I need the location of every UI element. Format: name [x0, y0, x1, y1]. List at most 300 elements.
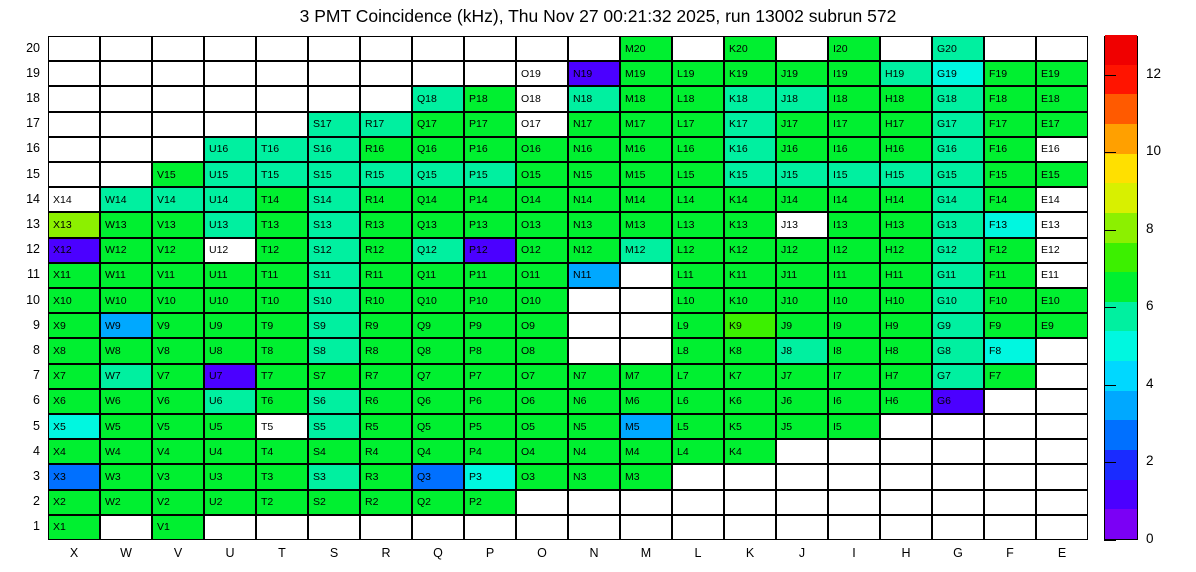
heatmap-cell[interactable] [48, 439, 100, 464]
heatmap-cell[interactable] [100, 238, 152, 263]
heatmap-cell[interactable] [152, 212, 204, 237]
heatmap-cell[interactable] [412, 263, 464, 288]
heatmap-cell[interactable] [360, 338, 412, 363]
heatmap-cell[interactable] [620, 187, 672, 212]
heatmap-cell[interactable] [360, 389, 412, 414]
heatmap-cell[interactable] [984, 288, 1036, 313]
heatmap-cell[interactable] [1036, 86, 1088, 111]
heatmap-cell[interactable] [880, 61, 932, 86]
heatmap-cell[interactable] [412, 112, 464, 137]
heatmap-cell[interactable] [984, 61, 1036, 86]
heatmap-cell[interactable] [256, 137, 308, 162]
heatmap-cell[interactable] [48, 187, 100, 212]
heatmap-cell[interactable] [1036, 112, 1088, 137]
heatmap-cell[interactable] [984, 263, 1036, 288]
heatmap-cell[interactable] [776, 212, 828, 237]
heatmap-cell[interactable] [880, 86, 932, 111]
heatmap-cell[interactable] [204, 313, 256, 338]
heatmap-cell[interactable] [568, 86, 620, 111]
heatmap-cell[interactable] [1036, 263, 1088, 288]
heatmap-cell[interactable] [828, 338, 880, 363]
heatmap-cell[interactable] [776, 86, 828, 111]
heatmap-cell[interactable] [568, 137, 620, 162]
heatmap-cell[interactable] [152, 389, 204, 414]
heatmap-cell[interactable] [464, 288, 516, 313]
heatmap-cell[interactable] [308, 464, 360, 489]
heatmap-cell[interactable] [516, 464, 568, 489]
heatmap-cell[interactable] [516, 61, 568, 86]
heatmap-cell[interactable] [932, 187, 984, 212]
heatmap-cell[interactable] [880, 313, 932, 338]
heatmap-cell[interactable] [152, 490, 204, 515]
heatmap-cell[interactable] [412, 414, 464, 439]
heatmap-cell[interactable] [672, 238, 724, 263]
heatmap-cell[interactable] [48, 263, 100, 288]
heatmap-cell[interactable] [880, 238, 932, 263]
heatmap-cell[interactable] [256, 313, 308, 338]
heatmap-cell[interactable] [828, 364, 880, 389]
heatmap-cell[interactable] [204, 288, 256, 313]
heatmap-cell[interactable] [984, 212, 1036, 237]
heatmap-cell[interactable] [1036, 238, 1088, 263]
heatmap-cell[interactable] [724, 36, 776, 61]
heatmap-cell[interactable] [724, 86, 776, 111]
heatmap-cell[interactable] [152, 338, 204, 363]
heatmap-cell[interactable] [308, 490, 360, 515]
heatmap-cell[interactable] [204, 238, 256, 263]
heatmap-cell[interactable] [360, 238, 412, 263]
heatmap-cell[interactable] [776, 61, 828, 86]
heatmap-cell[interactable] [932, 364, 984, 389]
heatmap-cell[interactable] [256, 288, 308, 313]
heatmap-cell[interactable] [308, 414, 360, 439]
heatmap-cell[interactable] [360, 313, 412, 338]
heatmap-cell[interactable] [100, 263, 152, 288]
heatmap-cell[interactable] [828, 212, 880, 237]
heatmap-cell[interactable] [932, 389, 984, 414]
heatmap-cell[interactable] [516, 238, 568, 263]
heatmap-cell[interactable] [1036, 313, 1088, 338]
heatmap-cell[interactable] [776, 364, 828, 389]
heatmap-cell[interactable] [516, 414, 568, 439]
heatmap-cell[interactable] [880, 263, 932, 288]
heatmap-cell[interactable] [360, 364, 412, 389]
heatmap-cell[interactable] [360, 263, 412, 288]
heatmap-cell[interactable] [256, 364, 308, 389]
heatmap-cell[interactable] [1036, 187, 1088, 212]
heatmap-cell[interactable] [724, 439, 776, 464]
heatmap-cell[interactable] [256, 439, 308, 464]
heatmap-cell[interactable] [308, 212, 360, 237]
heatmap-cell[interactable] [464, 364, 516, 389]
heatmap-cell[interactable] [724, 313, 776, 338]
heatmap-cell[interactable] [932, 36, 984, 61]
heatmap-cell[interactable] [48, 464, 100, 489]
heatmap-cell[interactable] [412, 238, 464, 263]
heatmap-cell[interactable] [620, 137, 672, 162]
heatmap-cell[interactable] [984, 187, 1036, 212]
heatmap-cell[interactable] [880, 112, 932, 137]
heatmap-cell[interactable] [48, 515, 100, 540]
heatmap-cell[interactable] [152, 439, 204, 464]
heatmap-cell[interactable] [100, 414, 152, 439]
heatmap-cell[interactable] [880, 137, 932, 162]
heatmap-cell[interactable] [204, 464, 256, 489]
heatmap-cell[interactable] [204, 490, 256, 515]
heatmap-cell[interactable] [776, 313, 828, 338]
heatmap-cell[interactable] [308, 162, 360, 187]
heatmap-cell[interactable] [464, 263, 516, 288]
heatmap-cell[interactable] [360, 137, 412, 162]
heatmap-cell[interactable] [308, 137, 360, 162]
heatmap-cell[interactable] [464, 464, 516, 489]
heatmap-cell[interactable] [256, 414, 308, 439]
heatmap-cell[interactable] [100, 464, 152, 489]
heatmap-cell[interactable] [360, 288, 412, 313]
heatmap-cell[interactable] [204, 137, 256, 162]
heatmap-cell[interactable] [724, 137, 776, 162]
heatmap-cell[interactable] [932, 238, 984, 263]
heatmap-cell[interactable] [308, 288, 360, 313]
heatmap-cell[interactable] [464, 112, 516, 137]
heatmap-cell[interactable] [724, 389, 776, 414]
heatmap-cell[interactable] [464, 439, 516, 464]
heatmap-cell[interactable] [152, 364, 204, 389]
heatmap-cell[interactable] [256, 187, 308, 212]
heatmap-cell[interactable] [620, 364, 672, 389]
heatmap-cell[interactable] [464, 86, 516, 111]
heatmap-cell[interactable] [828, 187, 880, 212]
heatmap-cell[interactable] [828, 36, 880, 61]
heatmap-cell[interactable] [620, 61, 672, 86]
heatmap-cell[interactable] [152, 162, 204, 187]
heatmap-cell[interactable] [724, 338, 776, 363]
heatmap-cell[interactable] [412, 137, 464, 162]
heatmap-cell[interactable] [776, 414, 828, 439]
heatmap-cell[interactable] [360, 439, 412, 464]
heatmap-cell[interactable] [724, 61, 776, 86]
heatmap-cell[interactable] [932, 338, 984, 363]
heatmap-cell[interactable] [776, 162, 828, 187]
heatmap-cell[interactable] [100, 288, 152, 313]
heatmap-cell[interactable] [880, 338, 932, 363]
heatmap-cell[interactable] [308, 238, 360, 263]
heatmap-cell[interactable] [984, 313, 1036, 338]
heatmap-cell[interactable] [412, 162, 464, 187]
heatmap-cell[interactable] [672, 162, 724, 187]
heatmap-cell[interactable] [100, 389, 152, 414]
heatmap-cell[interactable] [828, 61, 880, 86]
heatmap-cell[interactable] [932, 212, 984, 237]
heatmap-cell[interactable] [464, 187, 516, 212]
heatmap-cell[interactable] [360, 112, 412, 137]
heatmap-cell[interactable] [464, 338, 516, 363]
heatmap-cell[interactable] [880, 389, 932, 414]
heatmap-cell[interactable] [672, 86, 724, 111]
heatmap-cell[interactable] [620, 112, 672, 137]
heatmap-cell[interactable] [256, 212, 308, 237]
heatmap-cell[interactable] [412, 212, 464, 237]
heatmap-cell[interactable] [776, 263, 828, 288]
heatmap-cell[interactable] [828, 137, 880, 162]
heatmap-cell[interactable] [984, 137, 1036, 162]
heatmap-cell[interactable] [828, 238, 880, 263]
heatmap-cell[interactable] [776, 389, 828, 414]
heatmap-cell[interactable] [984, 112, 1036, 137]
heatmap-cell[interactable] [412, 389, 464, 414]
heatmap-cell[interactable] [776, 112, 828, 137]
heatmap-cell[interactable] [204, 263, 256, 288]
heatmap-cell[interactable] [672, 313, 724, 338]
heatmap-cell[interactable] [100, 364, 152, 389]
heatmap-cell[interactable] [984, 86, 1036, 111]
heatmap-cell[interactable] [204, 162, 256, 187]
heatmap-cell[interactable] [932, 86, 984, 111]
heatmap-cell[interactable] [308, 187, 360, 212]
heatmap-cell[interactable] [516, 389, 568, 414]
heatmap-cell[interactable] [568, 414, 620, 439]
heatmap-cell[interactable] [672, 212, 724, 237]
heatmap-cell[interactable] [724, 162, 776, 187]
heatmap-cell[interactable] [776, 137, 828, 162]
heatmap-cell[interactable] [412, 313, 464, 338]
heatmap-cell[interactable] [412, 187, 464, 212]
heatmap-cell[interactable] [152, 187, 204, 212]
heatmap-cell[interactable] [516, 313, 568, 338]
heatmap-cell[interactable] [724, 364, 776, 389]
heatmap-cell[interactable] [568, 187, 620, 212]
heatmap-cell[interactable] [516, 187, 568, 212]
heatmap-cell[interactable] [776, 288, 828, 313]
heatmap-cell[interactable] [464, 313, 516, 338]
heatmap-cell[interactable] [932, 162, 984, 187]
heatmap-cell[interactable] [724, 187, 776, 212]
heatmap-cell[interactable] [152, 288, 204, 313]
heatmap-cell[interactable] [724, 288, 776, 313]
heatmap-cell[interactable] [932, 112, 984, 137]
heatmap-cell[interactable] [568, 162, 620, 187]
heatmap-cell[interactable] [204, 414, 256, 439]
heatmap-cell[interactable] [360, 212, 412, 237]
heatmap-cell[interactable] [100, 212, 152, 237]
heatmap-cell[interactable] [48, 212, 100, 237]
heatmap-cell[interactable] [984, 364, 1036, 389]
heatmap-cell[interactable] [256, 338, 308, 363]
heatmap-cell[interactable] [412, 288, 464, 313]
heatmap-cell[interactable] [360, 490, 412, 515]
heatmap-cell[interactable] [568, 389, 620, 414]
heatmap-cell[interactable] [100, 313, 152, 338]
heatmap-cell[interactable] [932, 288, 984, 313]
heatmap-cell[interactable] [620, 389, 672, 414]
heatmap-cell[interactable] [360, 162, 412, 187]
heatmap-cell[interactable] [48, 364, 100, 389]
heatmap-cell[interactable] [464, 212, 516, 237]
heatmap-cell[interactable] [672, 439, 724, 464]
heatmap-cell[interactable] [776, 338, 828, 363]
heatmap-cell[interactable] [204, 212, 256, 237]
heatmap-cell[interactable] [516, 212, 568, 237]
heatmap-cell[interactable] [828, 263, 880, 288]
heatmap-cell[interactable] [880, 212, 932, 237]
heatmap-cell[interactable] [464, 414, 516, 439]
heatmap-cell[interactable] [48, 313, 100, 338]
heatmap-cell[interactable] [516, 439, 568, 464]
heatmap-cell[interactable] [464, 137, 516, 162]
heatmap-cell[interactable] [360, 414, 412, 439]
heatmap-cell[interactable] [204, 439, 256, 464]
heatmap-cell[interactable] [308, 439, 360, 464]
heatmap-cell[interactable] [256, 464, 308, 489]
heatmap-cell[interactable] [620, 86, 672, 111]
heatmap-cell[interactable] [48, 238, 100, 263]
heatmap-cell[interactable] [828, 414, 880, 439]
heatmap-cell[interactable] [568, 112, 620, 137]
heatmap-cell[interactable] [672, 338, 724, 363]
heatmap-cell[interactable] [516, 162, 568, 187]
heatmap-cell[interactable] [568, 238, 620, 263]
heatmap-cell[interactable] [308, 263, 360, 288]
heatmap-cell[interactable] [152, 515, 204, 540]
heatmap-cell[interactable] [620, 238, 672, 263]
heatmap-cell[interactable] [464, 238, 516, 263]
heatmap-cell[interactable] [152, 313, 204, 338]
heatmap-cell[interactable] [672, 288, 724, 313]
heatmap-cell[interactable] [568, 364, 620, 389]
heatmap-cell[interactable] [1036, 288, 1088, 313]
heatmap-cell[interactable] [828, 112, 880, 137]
heatmap-cell[interactable] [48, 389, 100, 414]
heatmap-cell[interactable] [672, 364, 724, 389]
heatmap-cell[interactable] [256, 389, 308, 414]
heatmap-cell[interactable] [256, 263, 308, 288]
heatmap-cell[interactable] [776, 187, 828, 212]
heatmap-cell[interactable] [516, 263, 568, 288]
heatmap-cell[interactable] [568, 212, 620, 237]
heatmap-cell[interactable] [100, 338, 152, 363]
heatmap-cell[interactable] [724, 238, 776, 263]
heatmap-cell[interactable] [568, 439, 620, 464]
heatmap-cell[interactable] [48, 288, 100, 313]
heatmap-cell[interactable] [204, 389, 256, 414]
heatmap-cell[interactable] [48, 414, 100, 439]
heatmap-cell[interactable] [100, 490, 152, 515]
heatmap-cell[interactable] [1036, 137, 1088, 162]
heatmap-cell[interactable] [152, 263, 204, 288]
heatmap-cell[interactable] [568, 61, 620, 86]
heatmap-cell[interactable] [1036, 61, 1088, 86]
heatmap-cell[interactable] [412, 338, 464, 363]
heatmap-cell[interactable] [880, 162, 932, 187]
heatmap-cell[interactable] [516, 338, 568, 363]
heatmap-cell[interactable] [100, 439, 152, 464]
heatmap-cell[interactable] [828, 389, 880, 414]
heatmap-cell[interactable] [672, 389, 724, 414]
heatmap-cell[interactable] [828, 288, 880, 313]
heatmap-cell[interactable] [724, 112, 776, 137]
heatmap-cell[interactable] [880, 288, 932, 313]
heatmap-cell[interactable] [100, 187, 152, 212]
heatmap-cell[interactable] [620, 439, 672, 464]
heatmap-cell[interactable] [880, 364, 932, 389]
heatmap-cell[interactable] [152, 464, 204, 489]
heatmap-cell[interactable] [308, 112, 360, 137]
heatmap-cell[interactable] [672, 414, 724, 439]
heatmap-cell[interactable] [412, 364, 464, 389]
heatmap-cell[interactable] [308, 389, 360, 414]
heatmap-cell[interactable] [256, 162, 308, 187]
heatmap-cell[interactable] [568, 263, 620, 288]
heatmap-cell[interactable] [672, 263, 724, 288]
heatmap-cell[interactable] [464, 162, 516, 187]
heatmap-cell[interactable] [984, 338, 1036, 363]
heatmap-cell[interactable] [204, 187, 256, 212]
heatmap-cell[interactable] [516, 112, 568, 137]
heatmap-cell[interactable] [1036, 212, 1088, 237]
heatmap-cell[interactable] [308, 364, 360, 389]
heatmap-cell[interactable] [516, 364, 568, 389]
heatmap-cell[interactable] [412, 464, 464, 489]
heatmap-cell[interactable] [672, 137, 724, 162]
heatmap-cell[interactable] [256, 238, 308, 263]
heatmap-cell[interactable] [464, 490, 516, 515]
heatmap-cell[interactable] [308, 338, 360, 363]
heatmap-cell[interactable] [932, 61, 984, 86]
heatmap-cell[interactable] [204, 338, 256, 363]
heatmap-cell[interactable] [360, 464, 412, 489]
heatmap-cell[interactable] [360, 187, 412, 212]
heatmap-cell[interactable] [516, 137, 568, 162]
heatmap-cell[interactable] [620, 414, 672, 439]
heatmap-cell[interactable] [204, 364, 256, 389]
heatmap-cell[interactable] [724, 263, 776, 288]
heatmap-cell[interactable] [620, 162, 672, 187]
heatmap-cell[interactable] [620, 36, 672, 61]
heatmap-cell[interactable] [412, 86, 464, 111]
heatmap-cell[interactable] [412, 439, 464, 464]
heatmap-cell[interactable] [984, 162, 1036, 187]
heatmap-cell[interactable] [828, 162, 880, 187]
heatmap-cell[interactable] [724, 212, 776, 237]
heatmap-cell[interactable] [568, 464, 620, 489]
heatmap-cell[interactable] [932, 137, 984, 162]
heatmap-cell[interactable] [880, 187, 932, 212]
heatmap-cell[interactable] [984, 238, 1036, 263]
heatmap-cell[interactable] [152, 238, 204, 263]
heatmap-cell[interactable] [48, 338, 100, 363]
heatmap-cell[interactable] [932, 263, 984, 288]
heatmap-cell[interactable] [932, 313, 984, 338]
heatmap-cell[interactable] [672, 187, 724, 212]
heatmap-cell[interactable] [672, 112, 724, 137]
heatmap-cell[interactable] [308, 313, 360, 338]
heatmap-cell[interactable] [152, 414, 204, 439]
heatmap-cell[interactable] [516, 288, 568, 313]
heatmap-cell[interactable] [776, 238, 828, 263]
heatmap-cell[interactable] [828, 86, 880, 111]
heatmap-cell[interactable] [672, 61, 724, 86]
heatmap-cell[interactable] [828, 313, 880, 338]
heatmap-cell[interactable] [724, 414, 776, 439]
heatmap-cell[interactable] [620, 464, 672, 489]
heatmap-cell[interactable] [516, 86, 568, 111]
heatmap-cell[interactable] [1036, 162, 1088, 187]
heatmap-cell[interactable] [48, 490, 100, 515]
heatmap-cell[interactable] [256, 490, 308, 515]
heatmap-cell[interactable] [412, 490, 464, 515]
heatmap-cell[interactable] [464, 389, 516, 414]
heatmap-cell[interactable] [620, 212, 672, 237]
